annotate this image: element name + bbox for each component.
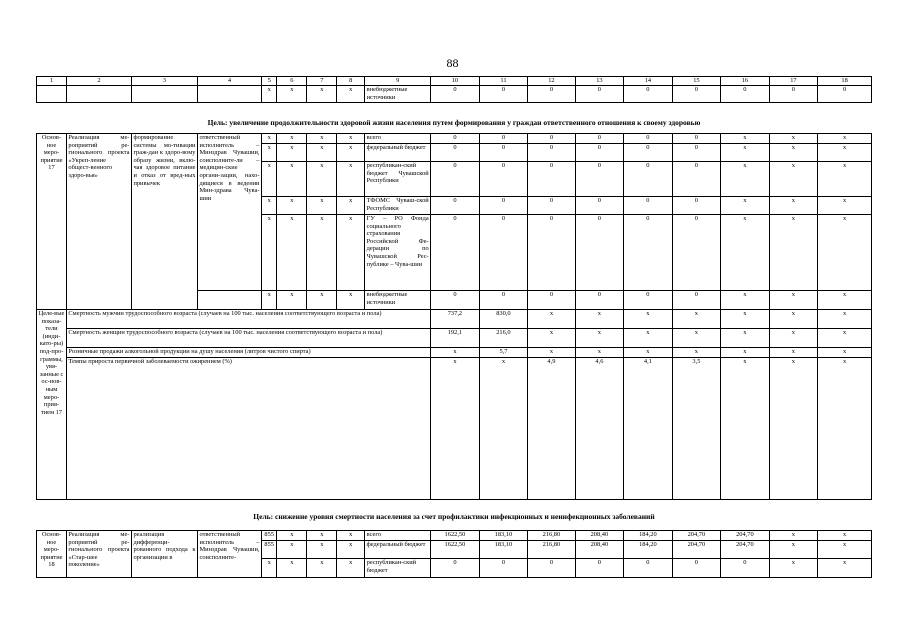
value-cell: 0 <box>431 197 480 215</box>
value-cell: x <box>818 144 872 162</box>
column-number-cell: 1 <box>37 77 67 86</box>
value-cell: 0 <box>575 291 624 310</box>
column-number-cell: 10 <box>431 77 480 86</box>
table-cell: x <box>337 197 365 215</box>
value-cell: 184,20 <box>624 531 673 541</box>
value-cell: x <box>624 348 673 358</box>
value-cell: 0 <box>479 86 528 103</box>
table-cell: x <box>261 197 276 215</box>
budget-table-top <box>36 76 872 103</box>
value-cell: x <box>721 134 770 144</box>
value-cell: 183,10 <box>479 531 528 541</box>
table-cell: x <box>277 541 307 559</box>
event-executor-cell: ответственный исполнитель – Минздрав Чувашии, соисполните-ли – медицин-ские органи-зации, нахо-дящиеся в ведении Мин-здрава Чува-шии <box>197 134 261 291</box>
value-cell: 204,70 <box>672 541 721 559</box>
table-cell: x <box>307 559 337 578</box>
value-cell: x <box>672 329 721 348</box>
value-cell: x <box>528 329 575 348</box>
value-cell: 0 <box>672 559 721 578</box>
goal-heading-2: Цель: снижение уровня смертности населения за счет профилактики инфекционных и неинфекционных заболеваний <box>253 512 655 521</box>
value-cell: x <box>818 531 872 541</box>
value-cell: x <box>575 310 624 329</box>
value-cell: x <box>575 348 624 358</box>
table-cell: 855 <box>261 531 276 541</box>
table-cell: x <box>307 531 337 541</box>
table-cell: x <box>307 144 337 162</box>
table-cell: x <box>277 134 307 144</box>
value-cell: 0 <box>528 134 575 144</box>
table-cell: x <box>261 162 276 197</box>
value-cell: x <box>818 329 872 348</box>
value-cell: 0 <box>575 215 624 291</box>
value-cell: 0 <box>431 144 480 162</box>
table-cell: x <box>277 86 307 103</box>
value-cell: 0 <box>624 215 673 291</box>
value-cell: x <box>721 144 770 162</box>
table-cell: x <box>337 134 365 144</box>
value-cell: x <box>721 291 770 310</box>
target-indicator-cell: Смертность мужчин трудоспособного возраста (случаев на 100 тыс. населения соответствующего возраста и пола) <box>66 310 430 329</box>
value-cell: x <box>818 291 872 310</box>
value-cell: x <box>721 358 770 500</box>
value-cell: 192,1 <box>431 329 480 348</box>
value-cell: x <box>818 215 872 291</box>
value-cell: 183,10 <box>479 541 528 559</box>
value-cell: x <box>769 559 818 578</box>
target-row <box>37 348 872 358</box>
table-cell: x <box>277 197 307 215</box>
value-cell: 0 <box>769 86 818 103</box>
table-cell <box>66 86 131 103</box>
target-indicator-cell: Розничные продажи алкогольной продукции на душу населения (литров чистого спирта) <box>66 348 430 358</box>
table-cell: x <box>307 541 337 559</box>
value-cell: 0 <box>624 86 673 103</box>
column-number-cell: 6 <box>277 77 307 86</box>
value-cell: 1622,50 <box>431 531 480 541</box>
value-cell: 0 <box>528 86 575 103</box>
column-number-cell: 4 <box>197 77 261 86</box>
value-cell: x <box>769 215 818 291</box>
event-label-cell: Основ-ное меро-приятие 17 <box>37 134 67 310</box>
value-cell: x <box>818 134 872 144</box>
column-number-cell: 13 <box>575 77 624 86</box>
value-cell: 0 <box>575 134 624 144</box>
table-cell <box>131 86 197 103</box>
table-cell: x <box>277 215 307 291</box>
value-cell: 0 <box>672 162 721 197</box>
column-number-cell: 16 <box>721 77 770 86</box>
value-cell: x <box>818 358 872 500</box>
value-cell: 0 <box>672 86 721 103</box>
column-number-cell: 15 <box>672 77 721 86</box>
value-cell: 0 <box>431 86 480 103</box>
table-cell: x <box>261 291 276 310</box>
value-cell: x <box>769 162 818 197</box>
value-cell: 0 <box>624 197 673 215</box>
table-cell: x <box>337 215 365 291</box>
target-row <box>37 358 872 500</box>
table-cell: 855 <box>261 541 276 559</box>
table-cell: x <box>277 559 307 578</box>
value-cell: 0 <box>528 215 575 291</box>
table-row <box>37 86 872 103</box>
event-17-table <box>36 133 872 500</box>
funding-source-cell: республикан-ский бюджет <box>365 559 431 578</box>
value-cell: x <box>769 310 818 329</box>
value-cell: x <box>818 559 872 578</box>
value-cell: x <box>528 348 575 358</box>
column-number-cell: 2 <box>66 77 131 86</box>
page-number: 88 <box>446 56 459 70</box>
value-cell: x <box>818 162 872 197</box>
value-cell: 0 <box>431 215 480 291</box>
value-cell: 0 <box>575 197 624 215</box>
value-cell: 0 <box>672 134 721 144</box>
event-label-cell: Основ-ное меро-приятие 18 <box>37 531 67 578</box>
value-cell: x <box>721 329 770 348</box>
value-cell: 0 <box>431 134 480 144</box>
table-cell: x <box>277 144 307 162</box>
value-cell: 0 <box>431 291 480 310</box>
table-cell: x <box>337 162 365 197</box>
table-cell: x <box>337 291 365 310</box>
funding-source-cell: ГУ – РО Фонда социального страхования Российской Фе-дерации по Чувашской Рес-публике – Чува-шии <box>365 215 431 291</box>
value-cell: x <box>672 310 721 329</box>
value-cell: x <box>721 348 770 358</box>
value-cell: 0 <box>624 162 673 197</box>
target-row <box>37 329 872 348</box>
table-cell: x <box>261 86 276 103</box>
event-purpose-cell: реализация дифференци-рованного подхода к организации в <box>131 531 197 578</box>
value-cell: 0 <box>575 559 624 578</box>
funding-source-cell: всего <box>365 134 431 144</box>
funding-source-cell: ТФОМС Чуваш-ской Республики <box>365 197 431 215</box>
event-purpose-cell: формирование системы мо-тивации граж-дан к здоро-вому образу жизни, вклю-чая здоровое питание и отказ от вред-ных привычек <box>131 134 197 310</box>
column-number-cell: 7 <box>307 77 337 86</box>
column-number-cell: 17 <box>769 77 818 86</box>
value-cell: x <box>721 310 770 329</box>
value-cell: 0 <box>672 144 721 162</box>
table-cell: x <box>337 559 365 578</box>
value-cell: 830,0 <box>479 310 528 329</box>
table-cell: x <box>307 86 337 103</box>
value-cell: 0 <box>528 197 575 215</box>
table-cell: x <box>307 162 337 197</box>
value-cell: 0 <box>528 144 575 162</box>
value-cell: 0 <box>479 197 528 215</box>
table-cell: x <box>277 531 307 541</box>
header-row <box>37 77 872 86</box>
table-row <box>37 531 872 541</box>
value-cell: 0 <box>721 86 770 103</box>
table-cell: x <box>261 134 276 144</box>
column-number-cell: 11 <box>479 77 528 86</box>
funding-source-cell: внебюджетные источники <box>365 86 431 103</box>
value-cell: x <box>818 310 872 329</box>
table-cell: x <box>337 86 365 103</box>
column-number-cell: 9 <box>365 77 431 86</box>
targets-label-cell: Целе-вые показа-тели (инди-като-ры) под-про-граммы, увя-занные с ос-нов-ным меро-прия-тием 17 <box>37 310 67 500</box>
value-cell: 0 <box>431 559 480 578</box>
table-cell: x <box>277 291 307 310</box>
value-cell: 184,20 <box>624 541 673 559</box>
column-number-cell: 12 <box>528 77 575 86</box>
event-name-cell: Реализация ме-роприятий ре-гионального проекта «Укреп-ление общест-венного здоро-вья» <box>66 134 131 310</box>
value-cell: 4,6 <box>575 358 624 500</box>
value-cell: 0 <box>431 162 480 197</box>
value-cell: 216,0 <box>479 329 528 348</box>
column-number-cell: 8 <box>337 77 365 86</box>
table-cell: x <box>307 291 337 310</box>
value-cell: 0 <box>575 86 624 103</box>
value-cell: x <box>769 197 818 215</box>
value-cell: 0 <box>575 144 624 162</box>
value-cell: x <box>769 291 818 310</box>
table-cell: x <box>307 197 337 215</box>
column-number-cell: 5 <box>261 77 276 86</box>
value-cell: x <box>769 348 818 358</box>
value-cell: x <box>769 134 818 144</box>
value-cell: 4,1 <box>624 358 673 500</box>
value-cell: 3,5 <box>672 358 721 500</box>
value-cell: x <box>769 144 818 162</box>
value-cell: x <box>624 310 673 329</box>
target-indicator-cell: Темпы прироста первичной заболеваемости ожирением (%) <box>66 358 430 500</box>
value-cell: x <box>769 541 818 559</box>
column-number-cell: 3 <box>131 77 197 86</box>
value-cell: 0 <box>818 86 872 103</box>
value-cell: 737,2 <box>431 310 480 329</box>
table-cell <box>197 86 261 103</box>
value-cell: 0 <box>624 291 673 310</box>
funding-source-cell: федеральный бюджет <box>365 541 431 559</box>
event-executor-cell: ответственный исполнитель – Минздрав Чувашии, соисполните- <box>197 531 261 578</box>
target-indicator-cell: Смертность женщин трудоспособного возраста (случаев на 100 тыс. населения соответствующего возраста и пола) <box>66 329 430 348</box>
value-cell: 0 <box>479 134 528 144</box>
value-cell: 0 <box>672 215 721 291</box>
table-cell <box>197 291 261 310</box>
event-18-table <box>36 530 872 578</box>
funding-source-cell: республикан-ский бюджет Чувашской Республики <box>365 162 431 197</box>
table-row <box>37 134 872 144</box>
value-cell: 208,40 <box>575 531 624 541</box>
value-cell: x <box>479 358 528 500</box>
value-cell: 0 <box>528 162 575 197</box>
value-cell: 0 <box>721 559 770 578</box>
funding-source-cell: внебюджетные источники <box>365 291 431 310</box>
table-cell: x <box>307 215 337 291</box>
event-name-cell: Реализация ме-роприятий ре-гионального проекта «Стар-шее поколение» <box>66 531 131 578</box>
value-cell: 0 <box>528 559 575 578</box>
value-cell: 0 <box>624 144 673 162</box>
value-cell: 1622,50 <box>431 541 480 559</box>
table-cell: x <box>277 162 307 197</box>
value-cell: 0 <box>479 559 528 578</box>
value-cell: x <box>818 197 872 215</box>
value-cell: x <box>431 358 480 500</box>
value-cell: 0 <box>624 134 673 144</box>
value-cell: x <box>721 215 770 291</box>
value-cell: x <box>818 348 872 358</box>
value-cell: 5,7 <box>479 348 528 358</box>
value-cell: 204,70 <box>672 531 721 541</box>
column-number-cell: 18 <box>818 77 872 86</box>
value-cell: 204,70 <box>721 541 770 559</box>
table-cell: x <box>261 215 276 291</box>
value-cell: 0 <box>575 162 624 197</box>
value-cell: x <box>624 329 673 348</box>
value-cell: 4,9 <box>528 358 575 500</box>
value-cell: 0 <box>528 291 575 310</box>
value-cell: x <box>431 348 480 358</box>
value-cell: x <box>769 358 818 500</box>
value-cell: 0 <box>479 144 528 162</box>
table-cell: x <box>261 144 276 162</box>
value-cell: x <box>769 329 818 348</box>
funding-source-cell: федеральный бюджет <box>365 144 431 162</box>
table-cell: x <box>261 559 276 578</box>
value-cell: x <box>721 197 770 215</box>
value-cell: x <box>672 348 721 358</box>
value-cell: 0 <box>479 162 528 197</box>
value-cell: x <box>769 531 818 541</box>
value-cell: 216,80 <box>528 541 575 559</box>
value-cell: x <box>818 541 872 559</box>
value-cell: x <box>528 310 575 329</box>
value-cell: x <box>575 329 624 348</box>
table-cell: x <box>337 144 365 162</box>
value-cell: 0 <box>672 291 721 310</box>
value-cell: x <box>721 162 770 197</box>
value-cell: 216,80 <box>528 531 575 541</box>
table-cell: x <box>337 541 365 559</box>
column-number-cell: 14 <box>624 77 673 86</box>
value-cell: 0 <box>479 215 528 291</box>
value-cell: 0 <box>624 559 673 578</box>
funding-source-cell: всего <box>365 531 431 541</box>
table-cell: x <box>307 134 337 144</box>
target-row <box>37 310 872 329</box>
value-cell: 0 <box>479 291 528 310</box>
table-cell <box>37 86 67 103</box>
value-cell: 208,40 <box>575 541 624 559</box>
value-cell: 0 <box>672 197 721 215</box>
value-cell: 204,70 <box>721 531 770 541</box>
goal-heading-1: Цель: увеличение продолжительности здоровой жизни населения путем формирования у граждан ответственного отношения к своему здоровью <box>207 118 701 127</box>
table-cell: x <box>337 531 365 541</box>
